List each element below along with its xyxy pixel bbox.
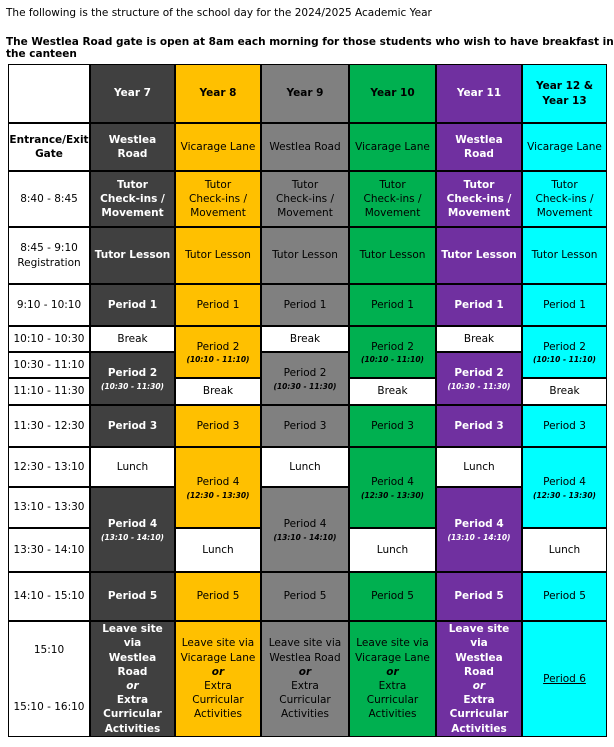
slot-label: Tutor (117, 178, 148, 191)
slot-label: Check-ins / (100, 192, 165, 205)
year-header-label: Year 12 & Year 13 (535, 80, 594, 107)
header-year8 (175, 64, 261, 123)
year8-slot-10 (175, 621, 261, 737)
slot-label: Activities (104, 722, 161, 735)
slot-label: Westlea Road (269, 651, 341, 664)
year11-slot-3 (436, 284, 522, 326)
slot-label: Extra (291, 680, 319, 692)
year9-slot-8 (261, 487, 349, 572)
year8-slot-8 (175, 528, 261, 572)
slot-label: Period 2 (454, 367, 504, 380)
time-cell-t1 (8, 171, 90, 227)
time-cell-gate (8, 123, 90, 171)
slot-label: Break (117, 332, 148, 345)
year12_13-slot-4 (522, 326, 607, 378)
time-cell-t4 (8, 326, 90, 352)
time-cell-t11 (8, 572, 90, 621)
slot-label: Leave site via (356, 637, 429, 650)
slot-label: Period 3 (371, 419, 414, 432)
year11-slot-0 (436, 123, 522, 171)
slot-label: Period 3 (107, 419, 158, 432)
slot-label: Lunch (548, 543, 581, 556)
year-header-label: Year 11 (456, 87, 502, 100)
header-year9 (261, 64, 349, 123)
slot-label: Period 4 (543, 476, 586, 489)
slot-label: Lunch (289, 460, 321, 473)
slot-label: Check-ins / (275, 192, 334, 205)
slot-label: Period 3 (283, 419, 327, 432)
slot-label: Lunch (376, 543, 409, 556)
year8-slot-1 (175, 171, 261, 227)
slot-label: Movement (190, 207, 246, 220)
slot-label: Period 2 (543, 340, 586, 353)
slot-label: Activities (368, 708, 417, 721)
year11-slot-7 (436, 447, 522, 487)
slot-label: Tutor (379, 178, 406, 191)
slot-label: Period 2 (107, 367, 158, 380)
year11-slot-4 (436, 326, 522, 352)
slot-label: Period 4 (454, 518, 504, 531)
slot-label: Leave site via (102, 623, 163, 650)
year9-slot-1 (261, 171, 349, 227)
slot-label: Extra (463, 694, 495, 707)
time-cell-t12 (8, 621, 90, 737)
header-year11 (436, 64, 522, 123)
slot-label: Period 2 (371, 340, 414, 353)
year10-slot-8 (349, 528, 436, 572)
year11-slot-1 (436, 171, 522, 227)
slot-label: Curricular (192, 694, 244, 707)
slot-label: Westlea Road (269, 140, 341, 153)
slot-label: Period 2 (196, 340, 240, 353)
slot-label: Tutor Lesson (359, 249, 426, 262)
slot-time-range: (10:30 - 11:30) (101, 381, 164, 391)
year7-slot-3 (90, 284, 175, 326)
time-label: 11:30 - 12:30 (13, 419, 85, 432)
time-label: 13:30 - 14:10 (13, 543, 85, 556)
header-year12_13 (522, 64, 607, 123)
time-label: 15:10 (33, 644, 65, 657)
slot-label: Check-ins / (446, 192, 512, 205)
slot-label: Period 1 (543, 298, 586, 311)
slot-label: Period 1 (283, 298, 327, 311)
slot-label: Check-ins / (188, 192, 247, 205)
year10-slot-6 (349, 405, 436, 447)
slot-label: Break (549, 385, 580, 398)
slot-time-range: (10:30 - 11:30) (273, 381, 337, 391)
time-cell-t9 (8, 487, 90, 528)
slot-label: Extra (378, 680, 407, 692)
slot-time-range: (10:10 - 11:10) (533, 355, 596, 365)
year9-slot-6 (261, 405, 349, 447)
slot-label: Period 3 (196, 419, 240, 432)
slot-label: Period 1 (371, 298, 414, 311)
year-header-label: Year 8 (199, 87, 237, 100)
year7-slot-0 (90, 123, 175, 171)
year9-slot-2 (261, 227, 349, 284)
slot-label: Westlea Road (108, 133, 157, 160)
slot-time-range: (10:30 - 11:30) (447, 381, 511, 391)
year10-slot-0 (349, 123, 436, 171)
slot-label: Westlea Road (108, 651, 157, 678)
slot-label: Period 3 (543, 419, 586, 432)
year8-slot-6 (175, 405, 261, 447)
slot-time-range: (12:30 - 13:30) (361, 490, 424, 500)
slot-label: Period 1 (454, 298, 504, 311)
year7-slot-2 (90, 227, 175, 284)
header-year7 (90, 64, 175, 123)
year10-slot-7 (349, 447, 436, 528)
slot-label: Vicarage Lane (527, 140, 602, 153)
header-year10 (349, 64, 436, 123)
time-cell-t6 (8, 378, 90, 405)
year7-slot-5 (90, 352, 175, 405)
year12_13-slot-0 (522, 123, 607, 171)
year8-slot-9 (175, 572, 261, 621)
slot-label: Period 1 (107, 298, 158, 311)
year11-slot-2 (436, 227, 522, 284)
slot-label: Period 3 (454, 419, 504, 432)
year7-slot-8 (90, 487, 175, 572)
slot-label: Extra (116, 694, 149, 707)
year9-slot-4 (261, 326, 349, 352)
slot-time-range: (10:10 - 11:10) (186, 355, 250, 365)
time-cell-t10 (8, 528, 90, 572)
year9-slot-3 (261, 284, 349, 326)
slot-label: Activities (281, 708, 329, 721)
year11-slot-10 (436, 621, 522, 737)
slot-label: Period 5 (196, 590, 240, 603)
slot-time-range: (13:10 - 14:10) (447, 532, 511, 542)
slot-label: Period 2 (283, 367, 327, 380)
slot-label: Westlea Road (455, 651, 503, 678)
slot-label: Tutor Lesson (441, 249, 517, 262)
slot-label: Movement (277, 207, 333, 220)
intro-line-2: The Westlea Road gate is open at 8am each morning for those students who wish to have breakfast in the canteen (6, 36, 614, 60)
slot-label: Vicarage Lane (180, 651, 256, 664)
year9-slot-7 (261, 447, 349, 487)
slot-label: Break (377, 385, 408, 398)
slot-label: Tutor (291, 178, 319, 191)
year11-slot-5 (436, 352, 522, 405)
time-label: 8:40 - 8:45 (20, 192, 78, 205)
year8-slot-0 (175, 123, 261, 171)
year9-slot-10 (261, 621, 349, 737)
corner-cell (8, 64, 90, 123)
slot-label: Movement (364, 207, 421, 220)
slot-label: Period 5 (543, 590, 586, 603)
slot-or: or (472, 680, 486, 692)
year12_13-slot-10 (522, 621, 607, 737)
slot-label: Tutor Lesson (531, 249, 598, 262)
slot-or: or (126, 680, 139, 692)
time-label: 8:45 - 9:10 Registration (17, 242, 81, 269)
time-cell-t2 (8, 227, 90, 284)
year10-slot-1 (349, 171, 436, 227)
year8-slot-5 (175, 378, 261, 405)
slot-label: Tutor (551, 178, 578, 191)
slot-time-range: (13:10 - 14:10) (101, 532, 164, 542)
year-header-label: Year 7 (114, 87, 151, 100)
slot-label: Leave site via (181, 637, 255, 650)
time-label: 10:10 - 10:30 (13, 332, 85, 345)
slot-label: Break (463, 332, 495, 345)
slot-time-range: (13:10 - 14:10) (273, 532, 337, 542)
year-header-label: Year 10 (370, 87, 415, 100)
year12_13-slot-7 (522, 447, 607, 528)
slot-label: Curricular (103, 708, 162, 721)
year7-slot-1 (90, 171, 175, 227)
year10-slot-4 (349, 326, 436, 378)
slot-label: Lunch (202, 543, 234, 556)
year10-slot-5 (349, 378, 436, 405)
year7-slot-10 (90, 621, 175, 737)
slot-label: Movement (536, 207, 593, 220)
year8-slot-7 (175, 447, 261, 528)
year-header-label: Year 9 (286, 87, 324, 100)
slot-label: Tutor Lesson (272, 249, 338, 262)
slot-label: Check-ins / (535, 192, 594, 205)
slot-label: Extra (204, 680, 232, 692)
slot-label: Period 5 (371, 590, 414, 603)
slot-label: Check-ins / (363, 192, 422, 205)
slot-label: Period 5 (283, 590, 327, 603)
slot-time-range: (10:10 - 11:10) (361, 355, 424, 365)
slot-label: Activities (194, 708, 242, 721)
year7-slot-6 (90, 405, 175, 447)
slot-label: Period 4 (196, 476, 240, 489)
year10-slot-3 (349, 284, 436, 326)
intro-line-1: The following is the structure of the school day for the 2024/2025 Academic Year (6, 7, 432, 19)
slot-label: Vicarage Lane (355, 651, 430, 664)
year10-slot-10 (349, 621, 436, 737)
slot-label: Movement (101, 207, 164, 220)
slot-time-range: (12:30 - 13:30) (533, 490, 596, 500)
slot-label: Lunch (116, 460, 149, 473)
year11-slot-9 (436, 572, 522, 621)
slot-label: Tutor Lesson (185, 249, 251, 262)
slot-label: Curricular (366, 694, 419, 707)
slot-label: Period 4 (371, 476, 414, 489)
slot-label: Period 6 (543, 672, 586, 685)
slot-label: Tutor (204, 178, 232, 191)
year8-slot-4 (175, 326, 261, 378)
time-label: 11:10 - 11:30 (13, 385, 85, 398)
year12_13-slot-5 (522, 378, 607, 405)
year9-slot-0 (261, 123, 349, 171)
slot-label: Period 1 (196, 298, 240, 311)
year12_13-slot-2 (522, 227, 607, 284)
slot-label: Break (202, 385, 234, 398)
slot-label: Break (289, 332, 321, 345)
slot-label: Vicarage Lane (180, 140, 256, 153)
year12_13-slot-9 (522, 572, 607, 621)
slot-label: Vicarage Lane (355, 140, 430, 153)
year12_13-slot-1 (522, 171, 607, 227)
slot-label: Period 4 (107, 518, 158, 531)
slot-label: Period 5 (454, 590, 504, 603)
year9-slot-5 (261, 352, 349, 405)
year12_13-slot-3 (522, 284, 607, 326)
time-cell-t5 (8, 352, 90, 378)
year8-slot-2 (175, 227, 261, 284)
time-cell-t3 (8, 284, 90, 326)
time-label: 12:30 - 13:10 (13, 460, 85, 473)
time-cell-t7 (8, 405, 90, 447)
year11-slot-8 (436, 487, 522, 572)
slot-or: or (386, 665, 399, 678)
year10-slot-2 (349, 227, 436, 284)
time-label: 10:30 - 11:10 (13, 358, 85, 371)
slot-label: Westlea Road (455, 133, 503, 160)
year10-slot-9 (349, 572, 436, 621)
time-label: 13:10 - 13:30 (13, 501, 85, 514)
slot-or: or (211, 665, 225, 678)
slot-or: or (298, 665, 312, 678)
year7-slot-9 (90, 572, 175, 621)
slot-label: Curricular (449, 708, 509, 721)
slot-label: Activities (451, 722, 507, 735)
slot-label: Movement (447, 207, 511, 220)
slot-label: Curricular (279, 694, 331, 707)
slot-label: Leave site via (448, 623, 510, 650)
slot-label: Period 5 (107, 590, 158, 603)
year11-slot-6 (436, 405, 522, 447)
year9-slot-9 (261, 572, 349, 621)
year12_13-slot-8 (522, 528, 607, 572)
slot-label: Tutor Lesson (94, 249, 171, 262)
year12_13-slot-6 (522, 405, 607, 447)
slot-time-range: (12:30 - 13:30) (186, 490, 250, 500)
slot-label: Period 4 (283, 518, 327, 531)
year8-slot-3 (175, 284, 261, 326)
time-label: 14:10 - 15:10 (13, 590, 85, 603)
year7-slot-7 (90, 447, 175, 487)
slot-label: Leave site via (268, 637, 342, 650)
time-label: Entrance/Exit Gate (9, 133, 89, 160)
slot-label: Tutor (463, 178, 495, 191)
time-label: 15:10 - 16:10 (13, 701, 85, 714)
slot-label: Lunch (463, 460, 495, 473)
time-label: 9:10 - 10:10 (16, 298, 82, 311)
year7-slot-4 (90, 326, 175, 352)
time-cell-t8 (8, 447, 90, 487)
